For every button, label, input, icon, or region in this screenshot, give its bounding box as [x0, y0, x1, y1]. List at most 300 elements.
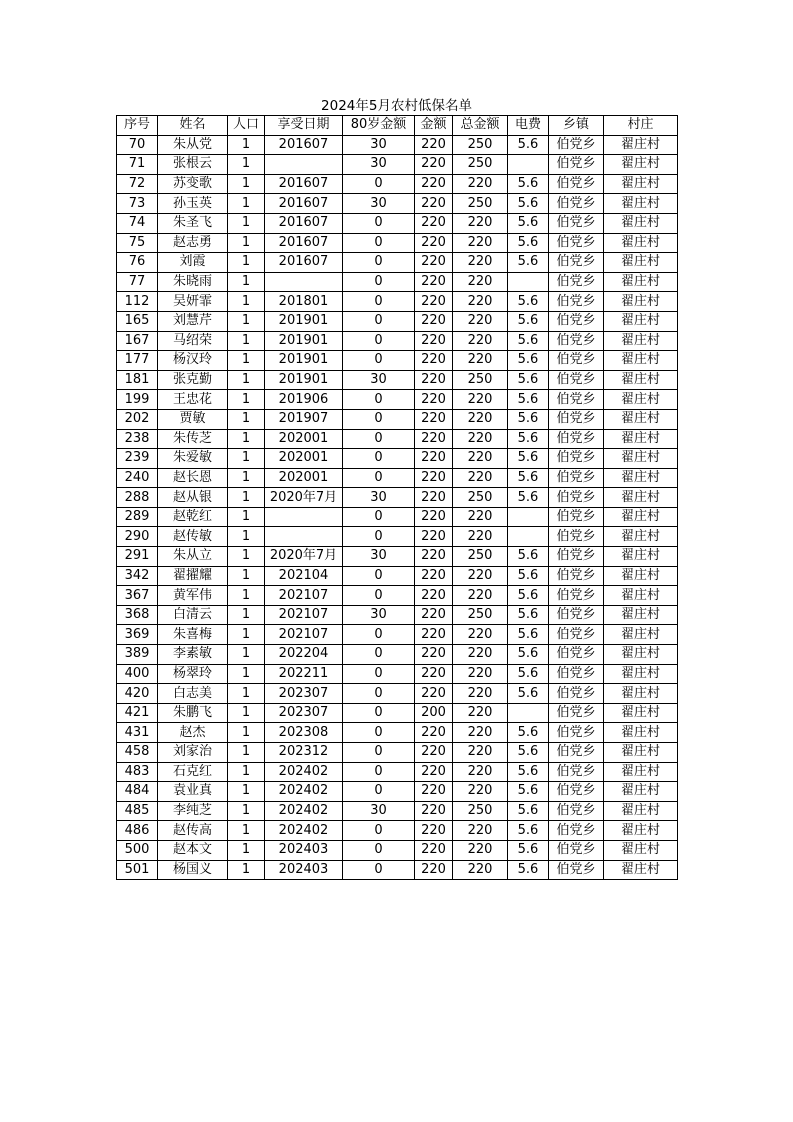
- cell-age80-amount: 30: [343, 605, 415, 625]
- cell-amount: 220: [415, 292, 453, 312]
- cell-village: 翟庄村: [604, 390, 678, 410]
- cell-name: 白清云: [158, 605, 228, 625]
- cell-age80-amount: 0: [343, 292, 415, 312]
- cell-age80-amount: 0: [343, 703, 415, 723]
- cell-township: 伯党乡: [549, 331, 604, 351]
- cell-village: 翟庄村: [604, 449, 678, 469]
- cell-start-date: [265, 272, 343, 292]
- cell-township: 伯党乡: [549, 703, 604, 723]
- cell-electricity: 5.6: [508, 292, 549, 312]
- table-row: [117, 684, 678, 704]
- cell-index: 240: [117, 468, 158, 488]
- cell-population: 1: [228, 351, 265, 371]
- header-row: [117, 116, 678, 136]
- col-header: 总金额: [453, 116, 508, 136]
- cell-index: 238: [117, 429, 158, 449]
- cell-index: 420: [117, 684, 158, 704]
- table-row: [117, 311, 678, 331]
- cell-name: 苏变歌: [158, 174, 228, 194]
- cell-name: 杨国义: [158, 860, 228, 880]
- cell-index: 165: [117, 311, 158, 331]
- cell-amount: 220: [415, 527, 453, 547]
- cell-electricity: 5.6: [508, 449, 549, 469]
- cell-population: 1: [228, 409, 265, 429]
- cell-village: 翟庄村: [604, 468, 678, 488]
- cell-amount: 220: [415, 194, 453, 214]
- cell-age80-amount: 30: [343, 135, 415, 155]
- cell-amount: 220: [415, 645, 453, 665]
- cell-electricity: 5.6: [508, 547, 549, 567]
- cell-population: 1: [228, 821, 265, 841]
- cell-index: 71: [117, 155, 158, 175]
- cell-name: 朱鹏飞: [158, 703, 228, 723]
- cell-population: 1: [228, 155, 265, 175]
- cell-village: 翟庄村: [604, 723, 678, 743]
- cell-index: 76: [117, 253, 158, 273]
- cell-age80-amount: 0: [343, 449, 415, 469]
- cell-amount: 220: [415, 468, 453, 488]
- cell-total: 220: [453, 429, 508, 449]
- cell-name: 孙玉英: [158, 194, 228, 214]
- cell-total: 250: [453, 135, 508, 155]
- cell-village: 翟庄村: [604, 272, 678, 292]
- cell-township: 伯党乡: [549, 664, 604, 684]
- table-row: [117, 370, 678, 390]
- cell-start-date: 202308: [265, 723, 343, 743]
- cell-age80-amount: 0: [343, 429, 415, 449]
- cell-amount: 220: [415, 566, 453, 586]
- cell-name: 杨汉玲: [158, 351, 228, 371]
- cell-index: 400: [117, 664, 158, 684]
- cell-village: 翟庄村: [604, 743, 678, 763]
- cell-village: 翟庄村: [604, 488, 678, 508]
- cell-start-date: 202211: [265, 664, 343, 684]
- cell-total: 250: [453, 155, 508, 175]
- cell-name: 朱圣飞: [158, 213, 228, 233]
- cell-index: 342: [117, 566, 158, 586]
- cell-electricity: 5.6: [508, 488, 549, 508]
- cell-name: 朱从党: [158, 135, 228, 155]
- cell-electricity: 5.6: [508, 566, 549, 586]
- cell-township: 伯党乡: [549, 743, 604, 763]
- cell-index: 500: [117, 840, 158, 860]
- cell-amount: 220: [415, 390, 453, 410]
- cell-total: 220: [453, 213, 508, 233]
- cell-village: 翟庄村: [604, 586, 678, 606]
- cell-electricity: 5.6: [508, 801, 549, 821]
- cell-electricity: 5.6: [508, 233, 549, 253]
- table-row: [117, 253, 678, 273]
- cell-amount: 200: [415, 703, 453, 723]
- cell-amount: 220: [415, 233, 453, 253]
- cell-population: 1: [228, 703, 265, 723]
- cell-township: 伯党乡: [549, 370, 604, 390]
- cell-age80-amount: 0: [343, 840, 415, 860]
- table-row: [117, 566, 678, 586]
- cell-population: 1: [228, 840, 265, 860]
- cell-village: 翟庄村: [604, 801, 678, 821]
- cell-township: 伯党乡: [549, 194, 604, 214]
- cell-township: 伯党乡: [549, 527, 604, 547]
- cell-population: 1: [228, 331, 265, 351]
- table-row: [117, 135, 678, 155]
- cell-start-date: 202402: [265, 762, 343, 782]
- table-row: [117, 605, 678, 625]
- table-row: [117, 723, 678, 743]
- cell-index: 369: [117, 625, 158, 645]
- cell-population: 1: [228, 507, 265, 527]
- cell-total: 220: [453, 566, 508, 586]
- cell-amount: 220: [415, 723, 453, 743]
- cell-population: 1: [228, 566, 265, 586]
- table-body: [117, 135, 678, 880]
- cell-electricity: 5.6: [508, 860, 549, 880]
- cell-amount: 220: [415, 664, 453, 684]
- cell-township: 伯党乡: [549, 449, 604, 469]
- cell-total: 250: [453, 547, 508, 567]
- cell-population: 1: [228, 664, 265, 684]
- cell-population: 1: [228, 135, 265, 155]
- cell-village: 翟庄村: [604, 331, 678, 351]
- cell-index: 73: [117, 194, 158, 214]
- cell-age80-amount: 30: [343, 488, 415, 508]
- cell-township: 伯党乡: [549, 547, 604, 567]
- cell-name: 李纯芝: [158, 801, 228, 821]
- cell-name: 赵传敏: [158, 527, 228, 547]
- cell-index: 501: [117, 860, 158, 880]
- cell-township: 伯党乡: [549, 174, 604, 194]
- cell-population: 1: [228, 801, 265, 821]
- cell-total: 220: [453, 586, 508, 606]
- cell-amount: 220: [415, 840, 453, 860]
- roster-table: [116, 115, 678, 880]
- cell-name: 李素敏: [158, 645, 228, 665]
- cell-village: 翟庄村: [604, 194, 678, 214]
- cell-age80-amount: 30: [343, 370, 415, 390]
- cell-village: 翟庄村: [604, 762, 678, 782]
- cell-age80-amount: 0: [343, 566, 415, 586]
- cell-population: 1: [228, 253, 265, 273]
- cell-start-date: 201607: [265, 135, 343, 155]
- col-header: 80岁金额: [343, 116, 415, 136]
- cell-village: 翟庄村: [604, 860, 678, 880]
- cell-age80-amount: 0: [343, 527, 415, 547]
- cell-village: 翟庄村: [604, 351, 678, 371]
- cell-electricity: 5.6: [508, 194, 549, 214]
- document-title: 2024年5月农村低保名单: [321, 98, 472, 114]
- cell-population: 1: [228, 527, 265, 547]
- cell-index: 288: [117, 488, 158, 508]
- cell-age80-amount: 0: [343, 821, 415, 841]
- cell-index: 167: [117, 331, 158, 351]
- cell-village: 翟庄村: [604, 370, 678, 390]
- cell-total: 220: [453, 292, 508, 312]
- cell-township: 伯党乡: [549, 801, 604, 821]
- cell-amount: 220: [415, 586, 453, 606]
- cell-electricity: 5.6: [508, 468, 549, 488]
- cell-village: 翟庄村: [604, 311, 678, 331]
- cell-population: 1: [228, 488, 265, 508]
- cell-index: 389: [117, 645, 158, 665]
- cell-township: 伯党乡: [549, 488, 604, 508]
- cell-township: 伯党乡: [549, 586, 604, 606]
- cell-amount: 220: [415, 370, 453, 390]
- cell-age80-amount: 0: [343, 586, 415, 606]
- table-row: [117, 468, 678, 488]
- cell-population: 1: [228, 468, 265, 488]
- cell-population: 1: [228, 586, 265, 606]
- cell-index: 421: [117, 703, 158, 723]
- cell-index: 202: [117, 409, 158, 429]
- cell-township: 伯党乡: [549, 605, 604, 625]
- cell-index: 484: [117, 782, 158, 802]
- cell-age80-amount: 30: [343, 194, 415, 214]
- cell-start-date: 202001: [265, 468, 343, 488]
- cell-village: 翟庄村: [604, 547, 678, 567]
- cell-population: 1: [228, 311, 265, 331]
- cell-total: 250: [453, 194, 508, 214]
- cell-total: 220: [453, 782, 508, 802]
- cell-population: 1: [228, 449, 265, 469]
- cell-township: 伯党乡: [549, 429, 604, 449]
- cell-start-date: 202204: [265, 645, 343, 665]
- cell-age80-amount: 30: [343, 155, 415, 175]
- cell-total: 220: [453, 253, 508, 273]
- cell-total: 220: [453, 723, 508, 743]
- cell-electricity: [508, 507, 549, 527]
- col-header: 序号: [117, 116, 158, 136]
- cell-start-date: 202001: [265, 449, 343, 469]
- cell-electricity: 5.6: [508, 135, 549, 155]
- cell-start-date: 201901: [265, 370, 343, 390]
- cell-index: 239: [117, 449, 158, 469]
- cell-amount: 220: [415, 684, 453, 704]
- table-row: [117, 527, 678, 547]
- cell-amount: 220: [415, 331, 453, 351]
- table-row: [117, 782, 678, 802]
- cell-village: 翟庄村: [604, 566, 678, 586]
- cell-index: 431: [117, 723, 158, 743]
- cell-name: 杨翠玲: [158, 664, 228, 684]
- cell-population: 1: [228, 390, 265, 410]
- cell-age80-amount: 0: [343, 409, 415, 429]
- cell-name: 朱晓雨: [158, 272, 228, 292]
- cell-electricity: 5.6: [508, 723, 549, 743]
- cell-name: 翟擢耀: [158, 566, 228, 586]
- cell-population: 1: [228, 547, 265, 567]
- table-row: [117, 409, 678, 429]
- cell-name: 赵本文: [158, 840, 228, 860]
- cell-name: 张根云: [158, 155, 228, 175]
- cell-age80-amount: 0: [343, 331, 415, 351]
- cell-start-date: 201607: [265, 194, 343, 214]
- cell-start-date: 201607: [265, 233, 343, 253]
- cell-age80-amount: 0: [343, 664, 415, 684]
- cell-electricity: 5.6: [508, 409, 549, 429]
- cell-index: 177: [117, 351, 158, 371]
- cell-population: 1: [228, 194, 265, 214]
- cell-electricity: 5.6: [508, 253, 549, 273]
- cell-electricity: 5.6: [508, 370, 549, 390]
- cell-index: 75: [117, 233, 158, 253]
- cell-village: 翟庄村: [604, 213, 678, 233]
- cell-township: 伯党乡: [549, 684, 604, 704]
- cell-population: 1: [228, 860, 265, 880]
- table-row: [117, 194, 678, 214]
- cell-age80-amount: 0: [343, 272, 415, 292]
- cell-start-date: 202107: [265, 586, 343, 606]
- cell-village: 翟庄村: [604, 821, 678, 841]
- cell-start-date: 201906: [265, 390, 343, 410]
- cell-age80-amount: 0: [343, 311, 415, 331]
- cell-name: 朱爱敏: [158, 449, 228, 469]
- cell-total: 220: [453, 684, 508, 704]
- cell-total: 220: [453, 821, 508, 841]
- cell-electricity: 5.6: [508, 586, 549, 606]
- cell-electricity: 5.6: [508, 821, 549, 841]
- cell-start-date: 202107: [265, 605, 343, 625]
- cell-village: 翟庄村: [604, 684, 678, 704]
- cell-population: 1: [228, 370, 265, 390]
- cell-township: 伯党乡: [549, 762, 604, 782]
- cell-electricity: 5.6: [508, 664, 549, 684]
- col-header: 人口: [228, 116, 265, 136]
- cell-electricity: 5.6: [508, 390, 549, 410]
- cell-age80-amount: 0: [343, 762, 415, 782]
- cell-amount: 220: [415, 605, 453, 625]
- cell-total: 220: [453, 664, 508, 684]
- cell-electricity: [508, 155, 549, 175]
- cell-township: 伯党乡: [549, 253, 604, 273]
- table-row: [117, 213, 678, 233]
- cell-electricity: 5.6: [508, 782, 549, 802]
- cell-population: 1: [228, 272, 265, 292]
- cell-village: 翟庄村: [604, 664, 678, 684]
- cell-index: 458: [117, 743, 158, 763]
- cell-index: 74: [117, 213, 158, 233]
- cell-amount: 220: [415, 272, 453, 292]
- cell-total: 250: [453, 370, 508, 390]
- cell-electricity: 5.6: [508, 311, 549, 331]
- cell-index: 181: [117, 370, 158, 390]
- table-row: [117, 429, 678, 449]
- cell-total: 220: [453, 272, 508, 292]
- cell-start-date: 202402: [265, 801, 343, 821]
- cell-population: 1: [228, 625, 265, 645]
- table-row: [117, 449, 678, 469]
- cell-electricity: 5.6: [508, 762, 549, 782]
- cell-township: 伯党乡: [549, 135, 604, 155]
- cell-electricity: 5.6: [508, 840, 549, 860]
- cell-amount: 220: [415, 351, 453, 371]
- cell-index: 486: [117, 821, 158, 841]
- table-row: [117, 292, 678, 312]
- cell-total: 220: [453, 527, 508, 547]
- cell-amount: 220: [415, 429, 453, 449]
- cell-age80-amount: 0: [343, 213, 415, 233]
- table-row: [117, 174, 678, 194]
- cell-start-date: 201607: [265, 174, 343, 194]
- cell-start-date: [265, 507, 343, 527]
- table-row: [117, 664, 678, 684]
- cell-index: 77: [117, 272, 158, 292]
- cell-index: 72: [117, 174, 158, 194]
- cell-population: 1: [228, 429, 265, 449]
- table-row: [117, 586, 678, 606]
- cell-total: 220: [453, 351, 508, 371]
- cell-name: 贾敏: [158, 409, 228, 429]
- cell-start-date: 202312: [265, 743, 343, 763]
- table-row: [117, 743, 678, 763]
- cell-age80-amount: 0: [343, 743, 415, 763]
- cell-total: 220: [453, 860, 508, 880]
- cell-age80-amount: 0: [343, 468, 415, 488]
- cell-village: 翟庄村: [604, 253, 678, 273]
- col-header: 享受日期: [265, 116, 343, 136]
- cell-start-date: [265, 527, 343, 547]
- cell-index: 199: [117, 390, 158, 410]
- cell-index: 367: [117, 586, 158, 606]
- cell-township: 伯党乡: [549, 645, 604, 665]
- cell-start-date: 201607: [265, 253, 343, 273]
- cell-age80-amount: 0: [343, 625, 415, 645]
- cell-age80-amount: 0: [343, 174, 415, 194]
- cell-township: 伯党乡: [549, 213, 604, 233]
- cell-township: 伯党乡: [549, 625, 604, 645]
- cell-village: 翟庄村: [604, 409, 678, 429]
- cell-population: 1: [228, 605, 265, 625]
- col-header: 金额: [415, 116, 453, 136]
- cell-name: 赵长恩: [158, 468, 228, 488]
- cell-population: 1: [228, 174, 265, 194]
- cell-name: 白志美: [158, 684, 228, 704]
- cell-name: 刘家治: [158, 743, 228, 763]
- cell-township: 伯党乡: [549, 155, 604, 175]
- col-header: 电费: [508, 116, 549, 136]
- cell-total: 250: [453, 801, 508, 821]
- cell-village: 翟庄村: [604, 605, 678, 625]
- cell-electricity: 5.6: [508, 213, 549, 233]
- table-row: [117, 840, 678, 860]
- cell-electricity: 5.6: [508, 331, 549, 351]
- cell-township: 伯党乡: [549, 351, 604, 371]
- table-row: [117, 547, 678, 567]
- cell-electricity: [508, 527, 549, 547]
- cell-age80-amount: 0: [343, 684, 415, 704]
- cell-start-date: 2020年7月: [265, 547, 343, 567]
- cell-index: 70: [117, 135, 158, 155]
- cell-amount: 220: [415, 762, 453, 782]
- cell-township: 伯党乡: [549, 821, 604, 841]
- col-header: 姓名: [158, 116, 228, 136]
- cell-population: 1: [228, 723, 265, 743]
- cell-amount: 220: [415, 507, 453, 527]
- cell-amount: 220: [415, 253, 453, 273]
- cell-amount: 220: [415, 311, 453, 331]
- cell-amount: 220: [415, 155, 453, 175]
- cell-township: 伯党乡: [549, 840, 604, 860]
- cell-age80-amount: 0: [343, 860, 415, 880]
- cell-electricity: 5.6: [508, 645, 549, 665]
- cell-total: 220: [453, 645, 508, 665]
- cell-age80-amount: 0: [343, 645, 415, 665]
- cell-amount: 220: [415, 801, 453, 821]
- cell-electricity: 5.6: [508, 743, 549, 763]
- cell-amount: 220: [415, 488, 453, 508]
- cell-total: 220: [453, 409, 508, 429]
- table-row: [117, 390, 678, 410]
- col-header: 乡镇: [549, 116, 604, 136]
